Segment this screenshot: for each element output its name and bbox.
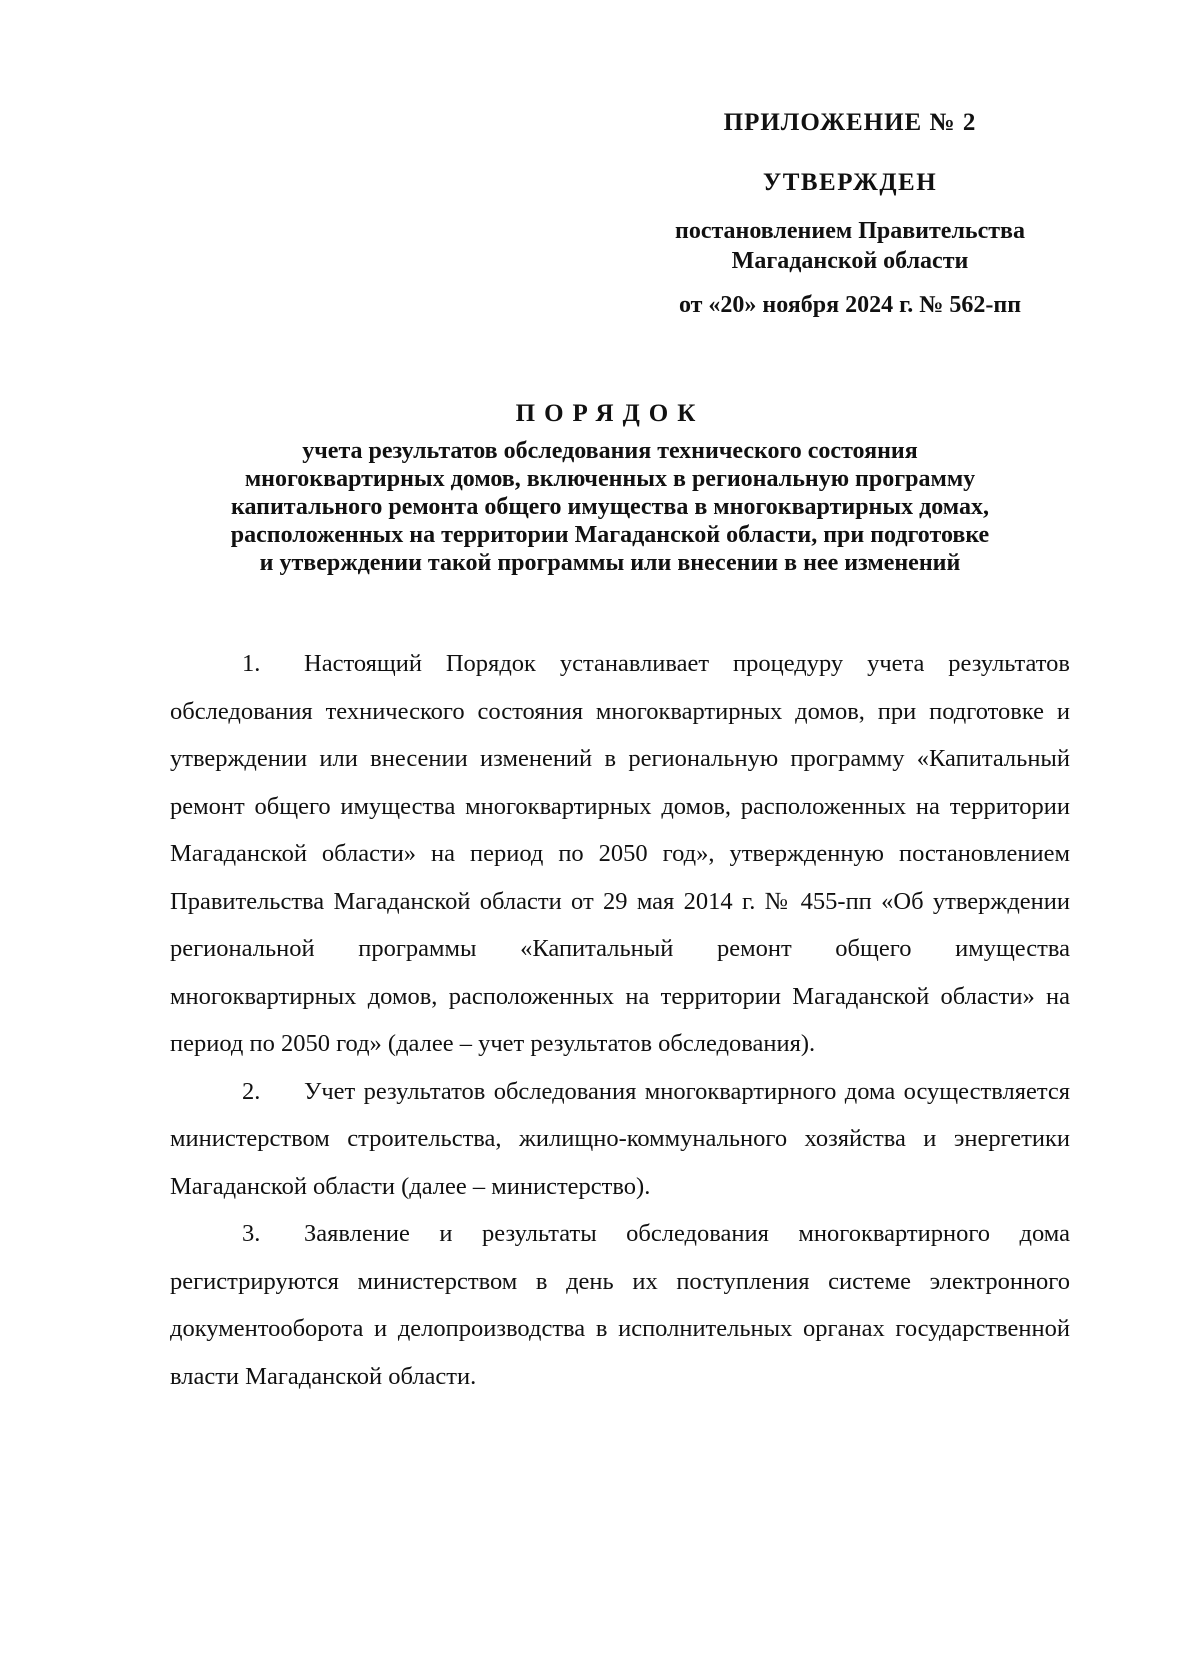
paragraph-3 xyxy=(170,1210,1070,1400)
document-title-block xyxy=(160,395,1060,577)
document-subtitle-line: учета результатов обследования технического состояния xyxy=(302,438,918,464)
document-title: ПОРЯДОК xyxy=(515,400,705,427)
paragraph-number: 3. xyxy=(242,1220,261,1247)
paragraph-number: 1. xyxy=(242,650,261,677)
document-subtitle-line: и утверждении такой программы или внесении в нее изменений xyxy=(259,550,961,576)
document-body xyxy=(170,640,1070,1400)
paragraph-text: Заявление и результаты обследования многоквартирного дома регистрируются министерством в день их поступления системе электронного документооборота и делопроизводства в исполнительных органах государственной власти Магаданской области. xyxy=(170,1220,1070,1390)
document-subtitle-line: многоквартирных домов, включенных в региональную программу xyxy=(244,466,976,492)
paragraph-2 xyxy=(170,1068,1070,1211)
annex-number: ПРИЛОЖЕНИЕ № 2 xyxy=(723,109,977,136)
document-subtitle-line: расположенных на территории Магаданской области, при подготовке xyxy=(230,522,990,548)
document-subtitle-line: капитального ремонта общего имущества в многоквартирных домах, xyxy=(231,494,989,520)
resolution-date-number: от «20» ноября 2024 г. № 562-пп xyxy=(678,292,1022,318)
paragraph-text: Учет результатов обследования многоквартирного дома осуществляется министерством строительства, жилищно-коммунального хозяйства и энергетики Магаданской области (далее – министерство). xyxy=(170,1077,1070,1200)
approved-heading: УТВЕРЖДЕН xyxy=(762,169,938,196)
approved-by-line-1: постановлением Правительства xyxy=(674,218,1025,244)
paragraph-number: 2. xyxy=(242,1077,261,1105)
paragraph-text: Настоящий Порядок устанавливает процедуру учета результатов обследования технического состояния многоквартирных домов, при подготовке и утверждении или внесении изменений в региональную программу «Капитальный ремонт общего имущества многоквартирных домов, расположенных на территории Магаданской области» на период по 2050 год», утвержденную постановлением Правительства Магаданской области от 29 мая 2014 г. № 455-пп «Об утверждении региональной программы «Капитальный ремонт общего имущества многоквартирных домов, расположенных на территории Магаданской области» на период по 2050 год» (далее – учет результатов обследования). xyxy=(170,650,1070,1057)
approved-by-line-2: Магаданской области xyxy=(731,248,969,274)
paragraph-1 xyxy=(170,640,1070,1068)
approval-block xyxy=(630,104,1070,320)
